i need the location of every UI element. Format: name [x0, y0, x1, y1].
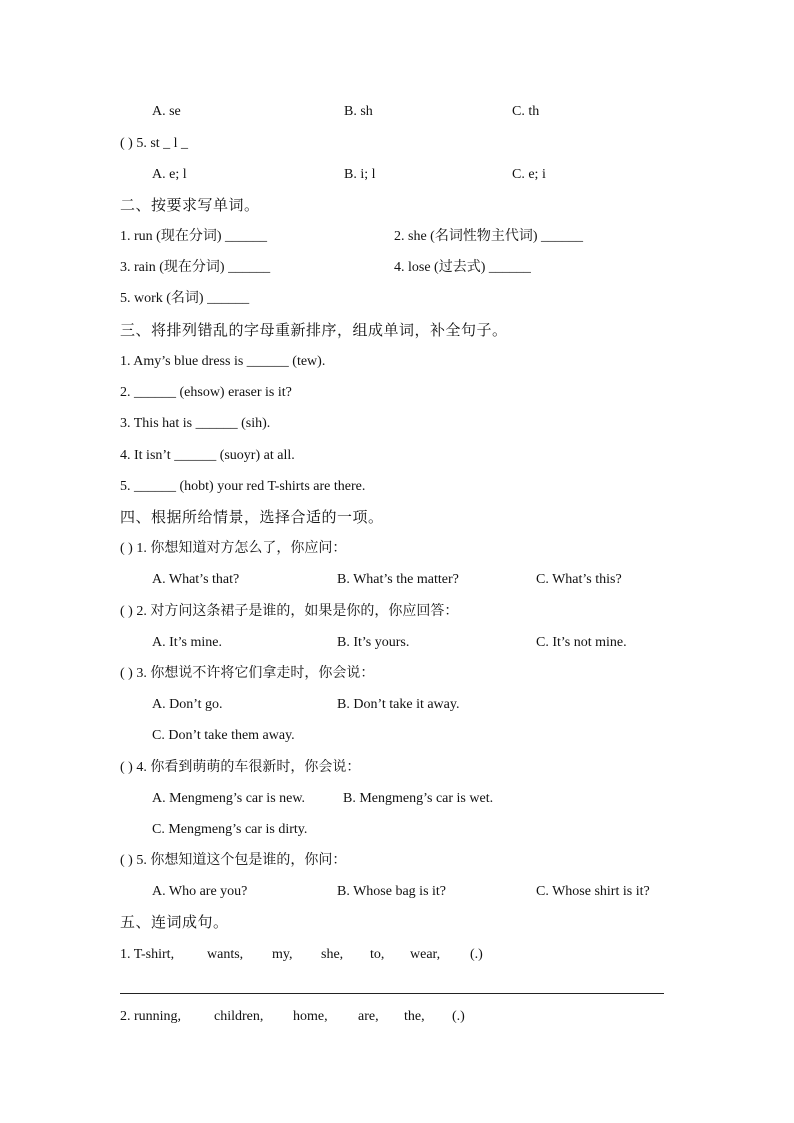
option-b: B. Whose bag is it?: [337, 884, 447, 899]
option-b: B. It’s yours.: [337, 635, 410, 650]
word: my,: [272, 947, 293, 962]
option-a: A. It’s mine.: [152, 635, 222, 650]
section-heading: 三、将排列错乱的字母重新排序，组成单词，补全句子。: [120, 323, 508, 339]
word: 2. running,: [120, 1009, 182, 1024]
word: wants,: [207, 947, 244, 962]
option-c: C. It’s not mine.: [536, 635, 627, 650]
word: 1. T-shirt,: [120, 947, 175, 962]
word: (.): [452, 1009, 465, 1024]
question-stem: ( ) 4. 你看到萌萌的车很新时，你会说：: [120, 760, 361, 775]
option-c: C. Don’t take them away.: [152, 728, 295, 743]
option-b: B. i; l: [344, 167, 376, 182]
exercise-item: 1. Amy’s blue dress is ______ (tew).: [120, 354, 326, 369]
option-a: A. se: [152, 104, 181, 119]
word: are,: [358, 1009, 379, 1024]
exercise-item: 3. rain (现在分词) ______: [120, 260, 271, 275]
exercise-item: 3. This hat is ______ (sih).: [120, 416, 271, 431]
word: home,: [293, 1009, 328, 1024]
answer-line: [120, 993, 664, 994]
option-a: A. Don’t go.: [152, 697, 223, 712]
option-c: C. e; i: [512, 167, 546, 182]
option-b: B. Don’t take it away.: [337, 697, 460, 712]
option-a: A. What’s that?: [152, 572, 240, 587]
question-stem: ( ) 2. 对方问这条裙子是谁的，如果是你的，你应回答：: [120, 604, 459, 619]
option-c: C. Whose shirt is it?: [536, 884, 650, 899]
exercise-item: 2. she (名词性物主代词) ______: [394, 229, 583, 244]
question-stem: ( ) 3. 你想说不许将它们拿走时，你会说：: [120, 666, 375, 681]
section-heading: 二、按要求写单词。: [120, 198, 260, 214]
exercise-item: 4. It isn’t ______ (suoyr) at all.: [120, 448, 295, 463]
exercise-item: 4. lose (过去式) ______: [394, 260, 531, 275]
option-b: B. What’s the matter?: [337, 572, 459, 587]
question-stem: ( ) 5. st _ l _: [120, 136, 189, 151]
word: to,: [370, 947, 385, 962]
section-heading: 四、根据所给情景，选择合适的一项。: [120, 510, 384, 526]
option-c: C. Mengmeng’s car is dirty.: [152, 822, 308, 837]
option-c: C. th: [512, 104, 540, 119]
option-a: A. Mengmeng’s car is new.: [152, 791, 306, 806]
exercise-item: 2. ______ (ehsow) eraser is it?: [120, 385, 292, 400]
option-b: B. sh: [344, 104, 373, 119]
word: the,: [404, 1009, 425, 1024]
option-a: A. Who are you?: [152, 884, 248, 899]
exercise-item: 5. work (名词) ______: [120, 291, 250, 306]
question-stem: ( ) 1. 你想知道对方怎么了，你应问：: [120, 541, 347, 556]
word: (.): [470, 947, 483, 962]
option-c: C. What’s this?: [536, 572, 622, 587]
word: children,: [214, 1009, 264, 1024]
option-a: A. e; l: [152, 167, 187, 182]
word: she,: [321, 947, 344, 962]
exercise-item: 1. run (现在分词) ______: [120, 229, 267, 244]
section-heading: 五、连词成句。: [120, 915, 229, 931]
question-stem: ( ) 5. 你想知道这个包是谁的，你问：: [120, 853, 347, 868]
option-b: B. Mengmeng’s car is wet.: [343, 791, 494, 806]
word: wear,: [410, 947, 441, 962]
exercise-item: 5. ______ (hobt) your red T-shirts are there.: [120, 479, 366, 494]
